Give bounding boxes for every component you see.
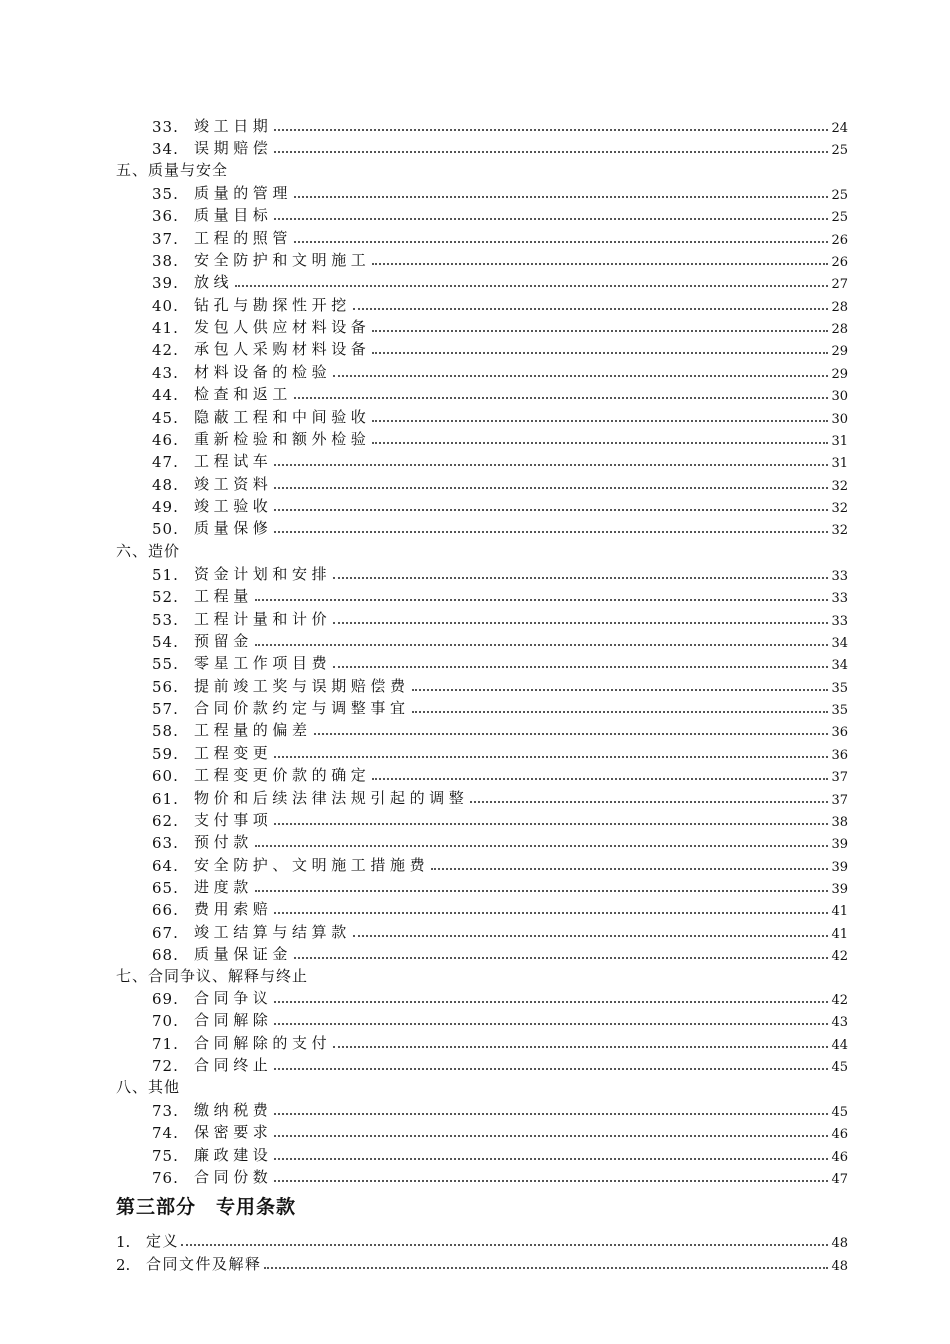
toc-entry-title: 缴纳税费 <box>194 1101 273 1119</box>
toc-entry-title: 工程计量和计价 <box>194 609 332 628</box>
toc-entry-title: 安全防护、文明施工措施费 <box>194 855 430 874</box>
toc-leader-dots <box>294 397 828 399</box>
toc-entry[interactable] <box>152 1165 848 1187</box>
toc-entry[interactable] <box>152 382 848 404</box>
toc-entry-number: 50. <box>152 520 179 539</box>
toc-entry-number: 33. <box>152 118 179 136</box>
toc-leader-dots <box>314 733 829 735</box>
toc-entry-page: 48 <box>831 1236 848 1251</box>
toc-entry-page: 38 <box>831 814 848 830</box>
toc-entry[interactable] <box>152 226 848 248</box>
section-heading-dispute: 七、合同争议、解释与终止 <box>116 967 309 985</box>
toc-entry-number: 47. <box>152 453 179 472</box>
toc-entry-page: 48 <box>831 1259 848 1274</box>
toc-entry-title: 工程量 <box>194 587 253 606</box>
toc-entry-number: 54. <box>152 633 179 652</box>
toc-entry-number: 48. <box>152 475 179 494</box>
toc-entry-title: 合同份数 <box>194 1168 273 1187</box>
toc-entry-number: 43. <box>152 363 179 382</box>
toc-entry-number: 36. <box>152 207 179 226</box>
toc-entry-title: 工程量的偏差 <box>194 721 312 740</box>
toc-leader-dots <box>412 711 829 713</box>
toc-entry[interactable] <box>152 472 848 494</box>
toc-entry-page: 29 <box>831 344 848 360</box>
toc-entry-number: 65. <box>152 878 179 897</box>
toc-entry-number: 37. <box>152 229 179 248</box>
section-heading-quality-safety: 五、质量与安全 <box>116 161 229 179</box>
toc-entry-number: 44. <box>152 386 179 405</box>
toc-entry-title: 合同争议 <box>194 989 273 1007</box>
toc-entry-title: 质量目标 <box>194 206 273 225</box>
toc-entry[interactable] <box>152 1098 848 1120</box>
toc-entry-page: 42 <box>831 993 848 1008</box>
toc-leader-dots <box>274 756 828 758</box>
toc-entry[interactable] <box>152 114 848 136</box>
toc-entry-page: 41 <box>831 926 848 942</box>
toc-entry-page: 42 <box>831 948 848 964</box>
toc-entry-title: 物价和后续法律法规引起的调整 <box>194 788 469 807</box>
toc-leader-dots <box>294 241 828 243</box>
toc-entry-page: 47 <box>831 1172 848 1188</box>
toc-leader-dots <box>274 1001 828 1003</box>
toc-entry[interactable] <box>152 920 848 942</box>
toc-leader-dots <box>274 151 828 153</box>
part-three-heading: 第三部分 专用条款 <box>116 1196 297 1218</box>
toc-entry[interactable] <box>152 1031 848 1053</box>
toc-entry-number: 38. <box>152 252 179 271</box>
section-heading-pricing: 六、造价 <box>116 542 181 560</box>
toc-entry-page: 35 <box>831 680 848 696</box>
toc-entry-page: 39 <box>831 881 848 897</box>
toc-entry-number: 72. <box>152 1057 179 1076</box>
toc-entry-title: 工程变更 <box>194 743 273 762</box>
toc-leader-dots <box>333 577 828 579</box>
toc-entry-number: 68. <box>152 945 179 964</box>
toc-entry[interactable] <box>152 808 848 830</box>
toc-leader-dots <box>274 1180 828 1182</box>
toc-entry-number: 34. <box>152 140 179 159</box>
toc-entry[interactable] <box>152 516 848 538</box>
toc-entry-title: 质量的管理 <box>194 184 293 202</box>
toc-entry[interactable] <box>152 763 848 785</box>
toc-entry-page: 28 <box>831 299 848 315</box>
toc-entry[interactable] <box>152 897 848 919</box>
toc-entry-number: 74. <box>152 1124 179 1143</box>
toc-entry-title: 廉政建设 <box>194 1145 273 1164</box>
toc-entry[interactable] <box>152 136 848 158</box>
toc-leader-dots <box>372 352 828 354</box>
toc-entry-number: 39. <box>152 274 179 293</box>
toc-leader-dots <box>372 263 828 265</box>
toc-entry-page: 25 <box>831 210 848 226</box>
toc-leader-dots <box>274 464 828 466</box>
toc-entry-number: 41. <box>152 319 179 338</box>
toc-entry[interactable] <box>152 203 848 225</box>
toc-leader-dots <box>470 801 828 803</box>
toc-entry-page: 33 <box>831 613 848 629</box>
toc-entry[interactable] <box>152 248 848 270</box>
toc-leader-dots <box>235 285 828 287</box>
toc-entry-number: 62. <box>152 811 179 830</box>
toc-leader-dots <box>333 622 828 624</box>
toc-entry-title: 零星工作项目费 <box>194 654 332 673</box>
toc-entry[interactable] <box>152 986 848 1008</box>
toc-entry-number: 70. <box>152 1012 179 1031</box>
toc-entry[interactable] <box>152 405 848 427</box>
toc-leader-dots <box>274 1023 828 1025</box>
toc-leader-dots <box>274 1113 828 1115</box>
toc-entry-number: 45. <box>152 408 179 427</box>
toc-entry-title: 保密要求 <box>194 1123 273 1142</box>
toc-entry-number: 63. <box>152 834 179 853</box>
toc-entry-page: 24 <box>831 121 848 136</box>
toc-entry-title: 合同解除 <box>194 1011 273 1030</box>
toc-entry-title: 工程的照管 <box>194 228 293 247</box>
toc-leader-dots <box>274 1068 828 1070</box>
toc-entry-page: 39 <box>831 837 848 853</box>
toc-entry-page: 36 <box>831 747 848 763</box>
toc-entry[interactable] <box>152 651 848 673</box>
toc-entry[interactable] <box>152 427 848 449</box>
toc-entry-number: 66. <box>152 901 179 920</box>
toc-entry-number: 46. <box>152 430 179 449</box>
toc-leader-dots <box>353 935 829 937</box>
toc-leader-dots <box>372 330 828 332</box>
toc-entry-title: 安全防护和文明施工 <box>194 251 371 270</box>
toc-entry-page: 33 <box>831 569 848 584</box>
toc-entry-page: 35 <box>831 703 848 719</box>
toc-entry-number: 71. <box>152 1034 179 1053</box>
toc-leader-dots <box>353 308 829 310</box>
toc-entry-page: 32 <box>831 478 848 494</box>
toc-entry-page: 31 <box>831 456 848 472</box>
toc-leader-dots <box>372 778 828 780</box>
toc-entry[interactable] <box>152 315 848 337</box>
toc-entry-title: 费用索赔 <box>194 900 273 919</box>
toc-leader-dots <box>274 823 828 825</box>
toc-entry-page: 28 <box>831 322 848 338</box>
toc-entry-page: 33 <box>831 591 848 607</box>
toc-entry-title: 工程变更价款的确定 <box>194 766 371 785</box>
toc-entry-number: 75. <box>152 1146 179 1165</box>
toc-entry[interactable] <box>152 696 848 718</box>
toc-entry-page: 44 <box>831 1037 848 1053</box>
toc-entry-page: 32 <box>831 523 848 539</box>
toc-entry[interactable] <box>116 1229 848 1251</box>
toc-entry[interactable] <box>152 337 848 359</box>
toc-entry-title: 质量保修 <box>194 519 273 538</box>
toc-entry-number: 42. <box>152 341 179 360</box>
toc-leader-dots <box>333 1046 828 1048</box>
toc-entry[interactable] <box>152 674 848 696</box>
toc-entry-number: 56. <box>152 677 179 696</box>
toc-entry[interactable] <box>152 360 848 382</box>
toc-leader-dots <box>264 1267 829 1269</box>
toc-entry-title: 合同文件及解释 <box>146 1255 262 1273</box>
toc-entry-number: 55. <box>152 655 179 674</box>
toc-entry[interactable] <box>152 786 848 808</box>
toc-entry-number: 2. <box>116 1256 131 1274</box>
toc-entry[interactable] <box>152 562 848 584</box>
toc-entry-page: 43 <box>831 1015 848 1031</box>
toc-entry-page: 25 <box>831 143 848 159</box>
toc-entry[interactable] <box>152 584 848 606</box>
toc-entry-page: 39 <box>831 859 848 875</box>
toc-entry-title: 提前竣工奖与误期赔偿费 <box>194 676 410 695</box>
toc-entry-title: 预付款 <box>194 833 253 852</box>
toc-entry-title: 定义 <box>146 1232 180 1250</box>
toc-leader-dots <box>255 845 829 847</box>
toc-entry-title: 合同解除的支付 <box>194 1033 332 1052</box>
toc-entry-number: 59. <box>152 744 179 763</box>
toc-entry-number: 58. <box>152 722 179 741</box>
toc-entry-page: 27 <box>831 277 848 293</box>
toc-entry-title: 工程试车 <box>194 452 273 471</box>
toc-leader-dots <box>274 1158 828 1160</box>
toc-entry-title: 竣工日期 <box>194 117 273 135</box>
toc-entry-title: 重新检验和额外检验 <box>194 429 371 448</box>
toc-entry-number: 1. <box>116 1233 131 1251</box>
toc-entry-page: 34 <box>831 636 848 652</box>
toc-entry-number: 69. <box>152 990 179 1008</box>
toc-leader-dots <box>181 1244 828 1246</box>
toc-entry-number: 52. <box>152 588 179 607</box>
toc-entry-title: 合同价款约定与调整事宜 <box>194 699 410 718</box>
toc-entry-number: 61. <box>152 789 179 808</box>
toc-entry-title: 合同终止 <box>194 1056 273 1075</box>
toc-entry-page: 25 <box>831 188 848 203</box>
toc-entry[interactable] <box>152 741 848 763</box>
toc-entry-title: 发包人供应材料设备 <box>194 318 371 337</box>
toc-entry-page: 45 <box>831 1060 848 1076</box>
toc-entry-page: 30 <box>831 411 848 427</box>
toc-leader-dots <box>274 487 828 489</box>
toc-entry-number: 57. <box>152 700 179 719</box>
toc-leader-dots <box>255 890 829 892</box>
toc-entry-page: 32 <box>831 500 848 516</box>
toc-entry-number: 35. <box>152 185 179 203</box>
toc-entry-title: 误期赔偿 <box>194 139 273 158</box>
toc-leader-dots <box>372 442 828 444</box>
toc-entry[interactable] <box>152 1143 848 1165</box>
toc-leader-dots <box>274 912 828 914</box>
toc-entry-title: 检查和返工 <box>194 385 293 404</box>
toc-entry-title: 竣工资料 <box>194 474 273 493</box>
toc-entry-title: 钻孔与勘探性开挖 <box>194 295 351 314</box>
toc-entry[interactable] <box>152 607 848 629</box>
toc-entry-title: 竣工验收 <box>194 496 273 515</box>
toc-entry-page: 30 <box>831 389 848 405</box>
toc-entry-title: 材料设备的检验 <box>194 362 332 381</box>
toc-entry-page: 37 <box>831 770 848 786</box>
toc-entry-page: 46 <box>831 1149 848 1165</box>
section-heading-other: 八、其他 <box>116 1078 181 1096</box>
toc-leader-dots <box>294 196 828 198</box>
toc-entry-page: 45 <box>831 1105 848 1120</box>
toc-leader-dots <box>294 957 828 959</box>
toc-entry-page: 36 <box>831 725 848 741</box>
toc-entry[interactable] <box>152 830 848 852</box>
toc-entry[interactable] <box>152 942 848 964</box>
toc-entry[interactable] <box>152 1053 848 1075</box>
toc-entry-title: 支付事项 <box>194 810 273 829</box>
toc-entry-page: 26 <box>831 255 848 271</box>
toc-entry-page: 41 <box>831 904 848 920</box>
toc-entry-page: 29 <box>831 366 848 382</box>
toc-entry[interactable] <box>152 1120 848 1142</box>
toc-leader-dots <box>274 509 828 511</box>
toc-entry-number: 64. <box>152 856 179 875</box>
toc-entry[interactable] <box>152 853 848 875</box>
toc-entry-title: 隐蔽工程和中间验收 <box>194 407 371 426</box>
toc-leader-dots <box>274 531 828 533</box>
toc-entry-page: 31 <box>831 433 848 449</box>
toc-entry-number: 49. <box>152 497 179 516</box>
toc-entry[interactable] <box>152 270 848 292</box>
toc-entry-title: 质量保证金 <box>194 944 293 963</box>
toc-entry-title: 进度款 <box>194 877 253 896</box>
toc-entry-number: 67. <box>152 923 179 942</box>
toc-entry-title: 资金计划和安排 <box>194 565 332 583</box>
toc-entry[interactable] <box>152 629 848 651</box>
toc-leader-dots <box>372 420 828 422</box>
toc-entry[interactable] <box>152 293 848 315</box>
toc-entry[interactable] <box>152 181 848 203</box>
toc-entry-number: 40. <box>152 296 179 315</box>
toc-entry-number: 60. <box>152 767 179 786</box>
toc-entry-number: 73. <box>152 1102 179 1120</box>
toc-entry-title: 预留金 <box>194 632 253 651</box>
toc-entry-page: 46 <box>831 1127 848 1143</box>
toc-entry-page: 26 <box>831 232 848 248</box>
toc-leader-dots <box>255 599 829 601</box>
toc-leader-dots <box>431 868 828 870</box>
toc-leader-dots <box>333 375 828 377</box>
toc-entry-page: 34 <box>831 658 848 674</box>
toc-entry[interactable] <box>116 1252 848 1274</box>
toc-entry-number: 76. <box>152 1169 179 1188</box>
toc-leader-dots <box>274 129 828 131</box>
toc-leader-dots <box>274 1135 828 1137</box>
toc-entry[interactable] <box>152 1008 848 1030</box>
toc-entry[interactable] <box>152 718 848 740</box>
toc-entry-title: 竣工结算与结算款 <box>194 922 351 941</box>
toc-entry-number: 51. <box>152 566 179 584</box>
toc-leader-dots <box>274 218 828 220</box>
toc-leader-dots <box>412 689 829 691</box>
toc-leader-dots <box>255 644 829 646</box>
toc-leader-dots <box>333 666 828 668</box>
toc-entry[interactable] <box>152 875 848 897</box>
toc-entry[interactable] <box>152 449 848 471</box>
toc-entry-number: 53. <box>152 610 179 629</box>
toc-entry-page: 37 <box>831 792 848 808</box>
toc-entry-title: 承包人采购材料设备 <box>194 340 371 359</box>
toc-entry[interactable] <box>152 494 848 516</box>
toc-entry-title: 放线 <box>194 273 234 292</box>
